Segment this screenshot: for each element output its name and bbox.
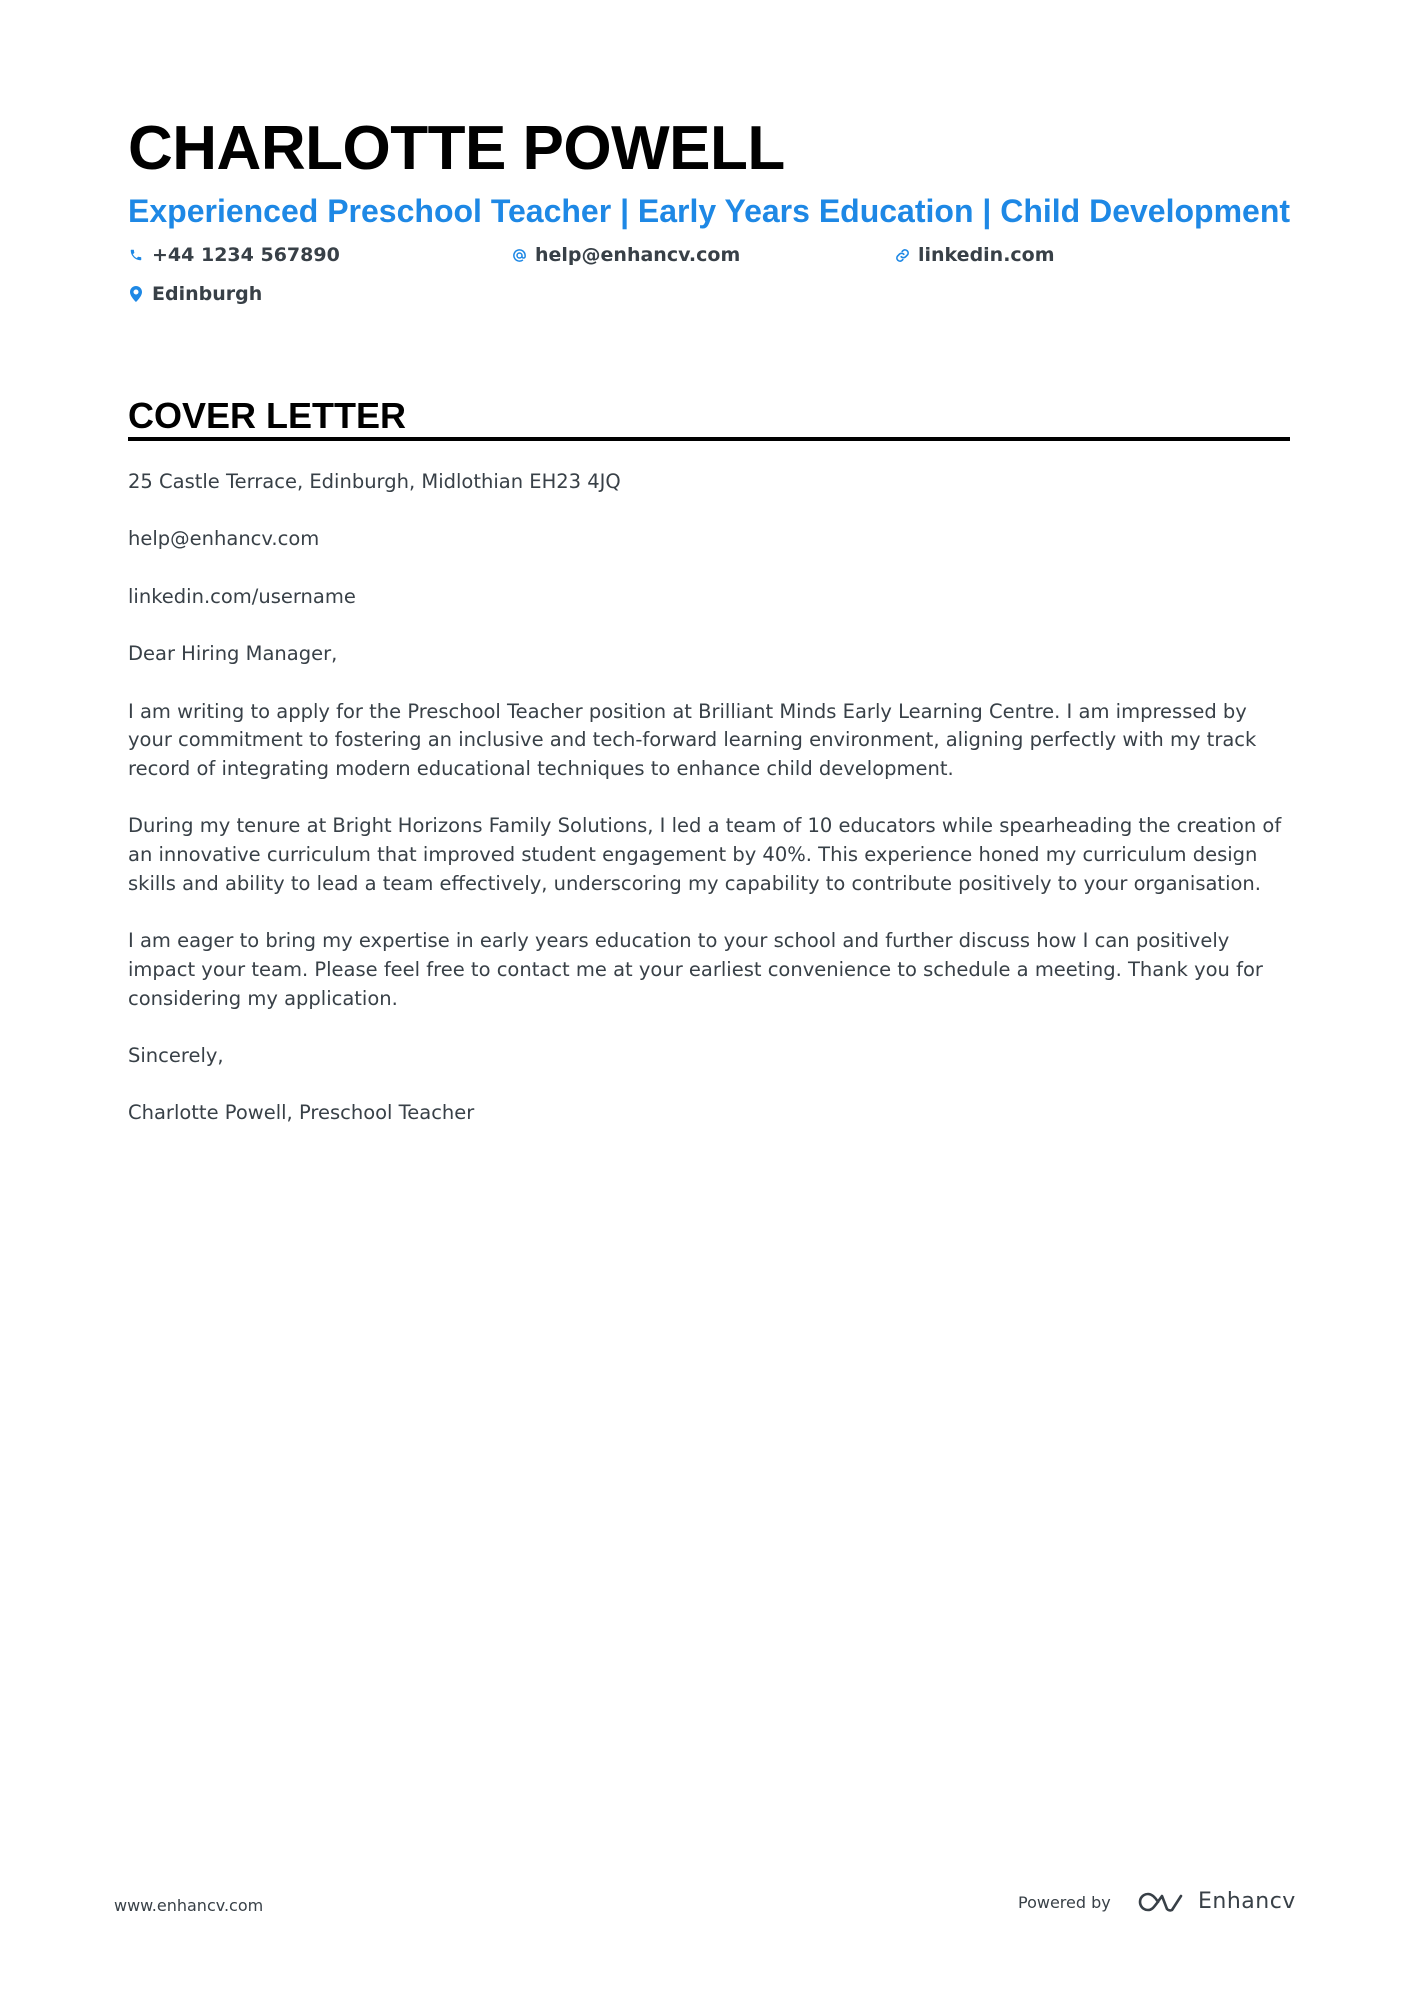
candidate-name: CHARLOTTE POWELL: [128, 114, 785, 183]
brand-logo[interactable]: [1138, 1887, 1296, 1917]
letter-paragraph: During my tenure at Bright Horizons Family Solutions, I led a team of 10 educators while spearheading the creation of an innovative curriculum that improved student engagement by 40%. This experience honed my curriculum design skills and ability to lead a team effectively, underscoring my capability to contribute positively to your organisation.: [128, 814, 1282, 895]
contact-email[interactable]: [511, 241, 740, 269]
contact-location-text: Edinburgh: [152, 283, 263, 305]
at-icon: [511, 247, 527, 263]
letter-body: [128, 468, 1290, 1157]
contact-phone-text: +44 1234 567890: [152, 244, 340, 266]
candidate-headline: Experienced Preschool Teacher | Early Years Education | Child Development: [128, 193, 1291, 229]
closing: Sincerely,: [128, 1043, 224, 1067]
contact-location: [128, 280, 262, 308]
contact-linkedin[interactable]: [894, 241, 1055, 269]
link-icon: [894, 247, 910, 263]
section-divider: [128, 437, 1290, 441]
location-pin-icon: [128, 286, 144, 302]
brand-name: Enhancv: [1198, 1889, 1296, 1914]
infinity-logo-icon: [1138, 1889, 1184, 1915]
sender-linkedin[interactable]: linkedin.com/username: [128, 584, 356, 608]
phone-icon: [128, 247, 144, 263]
sender-address: 25 Castle Terrace, Edinburgh, Midlothian EH23 4JQ: [128, 470, 621, 493]
section-title: COVER LETTER: [128, 395, 407, 436]
letter-paragraph: I am eager to bring my expertise in early years education to your school and further discuss how I can positively impact your team. Please feel free to contact me at your earliest convenience to schedule a meeting. Thank you for considering my application.: [128, 929, 1263, 1010]
letter-paragraph: I am writing to apply for the Preschool Teacher position at Brilliant Minds Early Learning Centre. I am impressed by your commitment to fostering an inclusive and tech-forward learning environment, aligning perfectly with my track record of integrating modern educational techniques to enhance child development.: [128, 699, 1257, 780]
contact-phone[interactable]: [128, 241, 340, 269]
contact-linkedin-text: linkedin.com: [918, 244, 1055, 266]
signature: Charlotte Powell, Preschool Teacher: [128, 1101, 475, 1125]
powered-by-label: Powered by: [1018, 1893, 1111, 1912]
footer-website-link[interactable]: www.enhancv.com: [114, 1896, 264, 1915]
salutation: Dear Hiring Manager,: [128, 642, 338, 666]
sender-email[interactable]: help@enhancv.com: [128, 527, 320, 551]
contact-email-text: help@enhancv.com: [535, 244, 741, 266]
